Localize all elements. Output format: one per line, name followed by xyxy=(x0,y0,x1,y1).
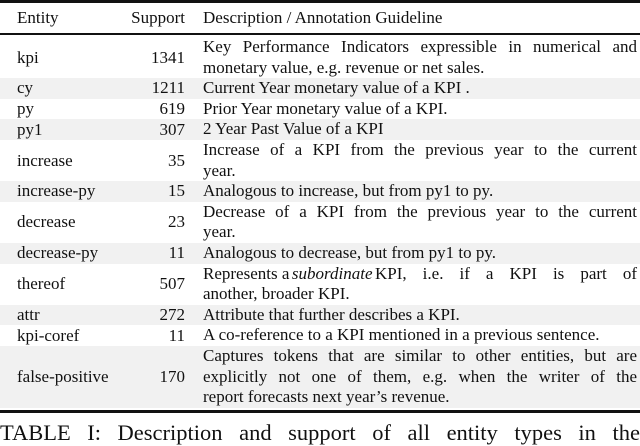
description-line: Prior Year monetary value of a KPI. xyxy=(203,98,448,118)
description-line: Increase of a KPI from the previous year to the current xyxy=(203,139,637,159)
support-cell: 507 xyxy=(159,274,185,294)
table-row xyxy=(0,264,640,305)
entity-cell: decrease xyxy=(17,212,76,232)
entity-cell: false-positive xyxy=(17,366,109,386)
description-line: Captures tokens that are similar to other entities, but are xyxy=(203,345,637,365)
description-line: Analogous to decrease, but from py1 to py. xyxy=(203,242,497,262)
support-cell: 1341 xyxy=(151,47,185,67)
table-row xyxy=(0,37,640,78)
table-row xyxy=(0,181,640,202)
entity-cell: attr xyxy=(17,305,40,325)
description-cell xyxy=(203,181,637,202)
support-cell: 307 xyxy=(159,119,185,139)
support-cell: 11 xyxy=(168,243,185,263)
description-cell xyxy=(203,264,637,305)
top-rule xyxy=(0,0,640,3)
support-cell: 272 xyxy=(159,305,185,325)
table-row xyxy=(0,140,640,181)
entity-cell: py xyxy=(17,99,34,119)
mid-rule xyxy=(0,33,640,35)
description-cell xyxy=(203,99,637,120)
entity-cell: cy xyxy=(17,78,34,98)
description-line: year. xyxy=(203,160,236,180)
table-row xyxy=(0,325,640,346)
support-cell: 619 xyxy=(159,99,185,119)
description-cell xyxy=(203,305,637,326)
description-line: A co-reference to a KPI mentioned in a previous sentence. xyxy=(203,325,600,345)
header-description: Description / Annotation Guideline xyxy=(203,8,443,27)
entity-cell: increase-py xyxy=(17,181,96,201)
entity-cell: kpi xyxy=(17,47,39,67)
table-row xyxy=(0,99,640,120)
description-line: year. xyxy=(203,222,236,242)
table-body xyxy=(0,37,640,408)
support-cell: 15 xyxy=(168,181,185,201)
entity-cell: thereof xyxy=(17,274,66,294)
description-emphasis: subordinate xyxy=(291,263,373,283)
table-row xyxy=(0,305,640,326)
description-line: Analogous to increase, but from py1 to py. xyxy=(203,181,494,201)
description-line: monetary value, e.g. revenue or net sales. xyxy=(203,57,485,77)
description-text: KPI, i.e. if a KPI is part of xyxy=(374,263,637,283)
description-cell xyxy=(203,37,637,78)
description-cell xyxy=(203,119,637,140)
description-line: 2 Year Past Value of a KPI xyxy=(203,119,384,139)
support-cell: 170 xyxy=(159,366,185,386)
description-line: Attribute that further describes a KPI. xyxy=(203,304,460,324)
header-entity: Entity xyxy=(17,8,59,27)
description-cell xyxy=(203,346,637,408)
support-cell: 1211 xyxy=(151,78,185,98)
description-line xyxy=(203,264,637,285)
support-cell: 23 xyxy=(168,212,185,232)
table-caption: TABLE I: Description and support of all entity types in the xyxy=(0,420,640,445)
bottom-rule xyxy=(0,410,640,413)
description-cell xyxy=(203,243,637,264)
table-row xyxy=(0,78,640,99)
description-cell xyxy=(203,140,637,181)
header-support: Support xyxy=(131,8,185,27)
entity-cell: decrease-py xyxy=(17,243,99,263)
description-line: Current Year monetary value of a KPI . xyxy=(203,78,470,98)
description-line: report forecasts next year’s revenue. xyxy=(203,387,450,407)
description-cell xyxy=(203,202,637,243)
description-cell xyxy=(203,325,637,346)
entity-cell: py1 xyxy=(17,119,43,139)
description-line: explicitly not one of them, e.g. when the writer of the xyxy=(203,366,637,386)
table-row xyxy=(0,346,640,408)
support-cell: 11 xyxy=(168,325,185,345)
description-line: another, broader KPI. xyxy=(203,284,350,304)
description-cell xyxy=(203,78,637,99)
description-line: Decrease of a KPI from the previous year to the current xyxy=(203,201,637,221)
description-text: Represents a xyxy=(203,263,290,283)
table-row xyxy=(0,202,640,243)
table-row xyxy=(0,243,640,264)
table-row xyxy=(0,119,640,140)
description-line: Key Performance Indicators expressible in numerical and xyxy=(203,37,637,56)
entity-cell: kpi-coref xyxy=(17,325,80,345)
entity-cell: increase xyxy=(17,150,73,170)
support-cell: 35 xyxy=(168,150,185,170)
